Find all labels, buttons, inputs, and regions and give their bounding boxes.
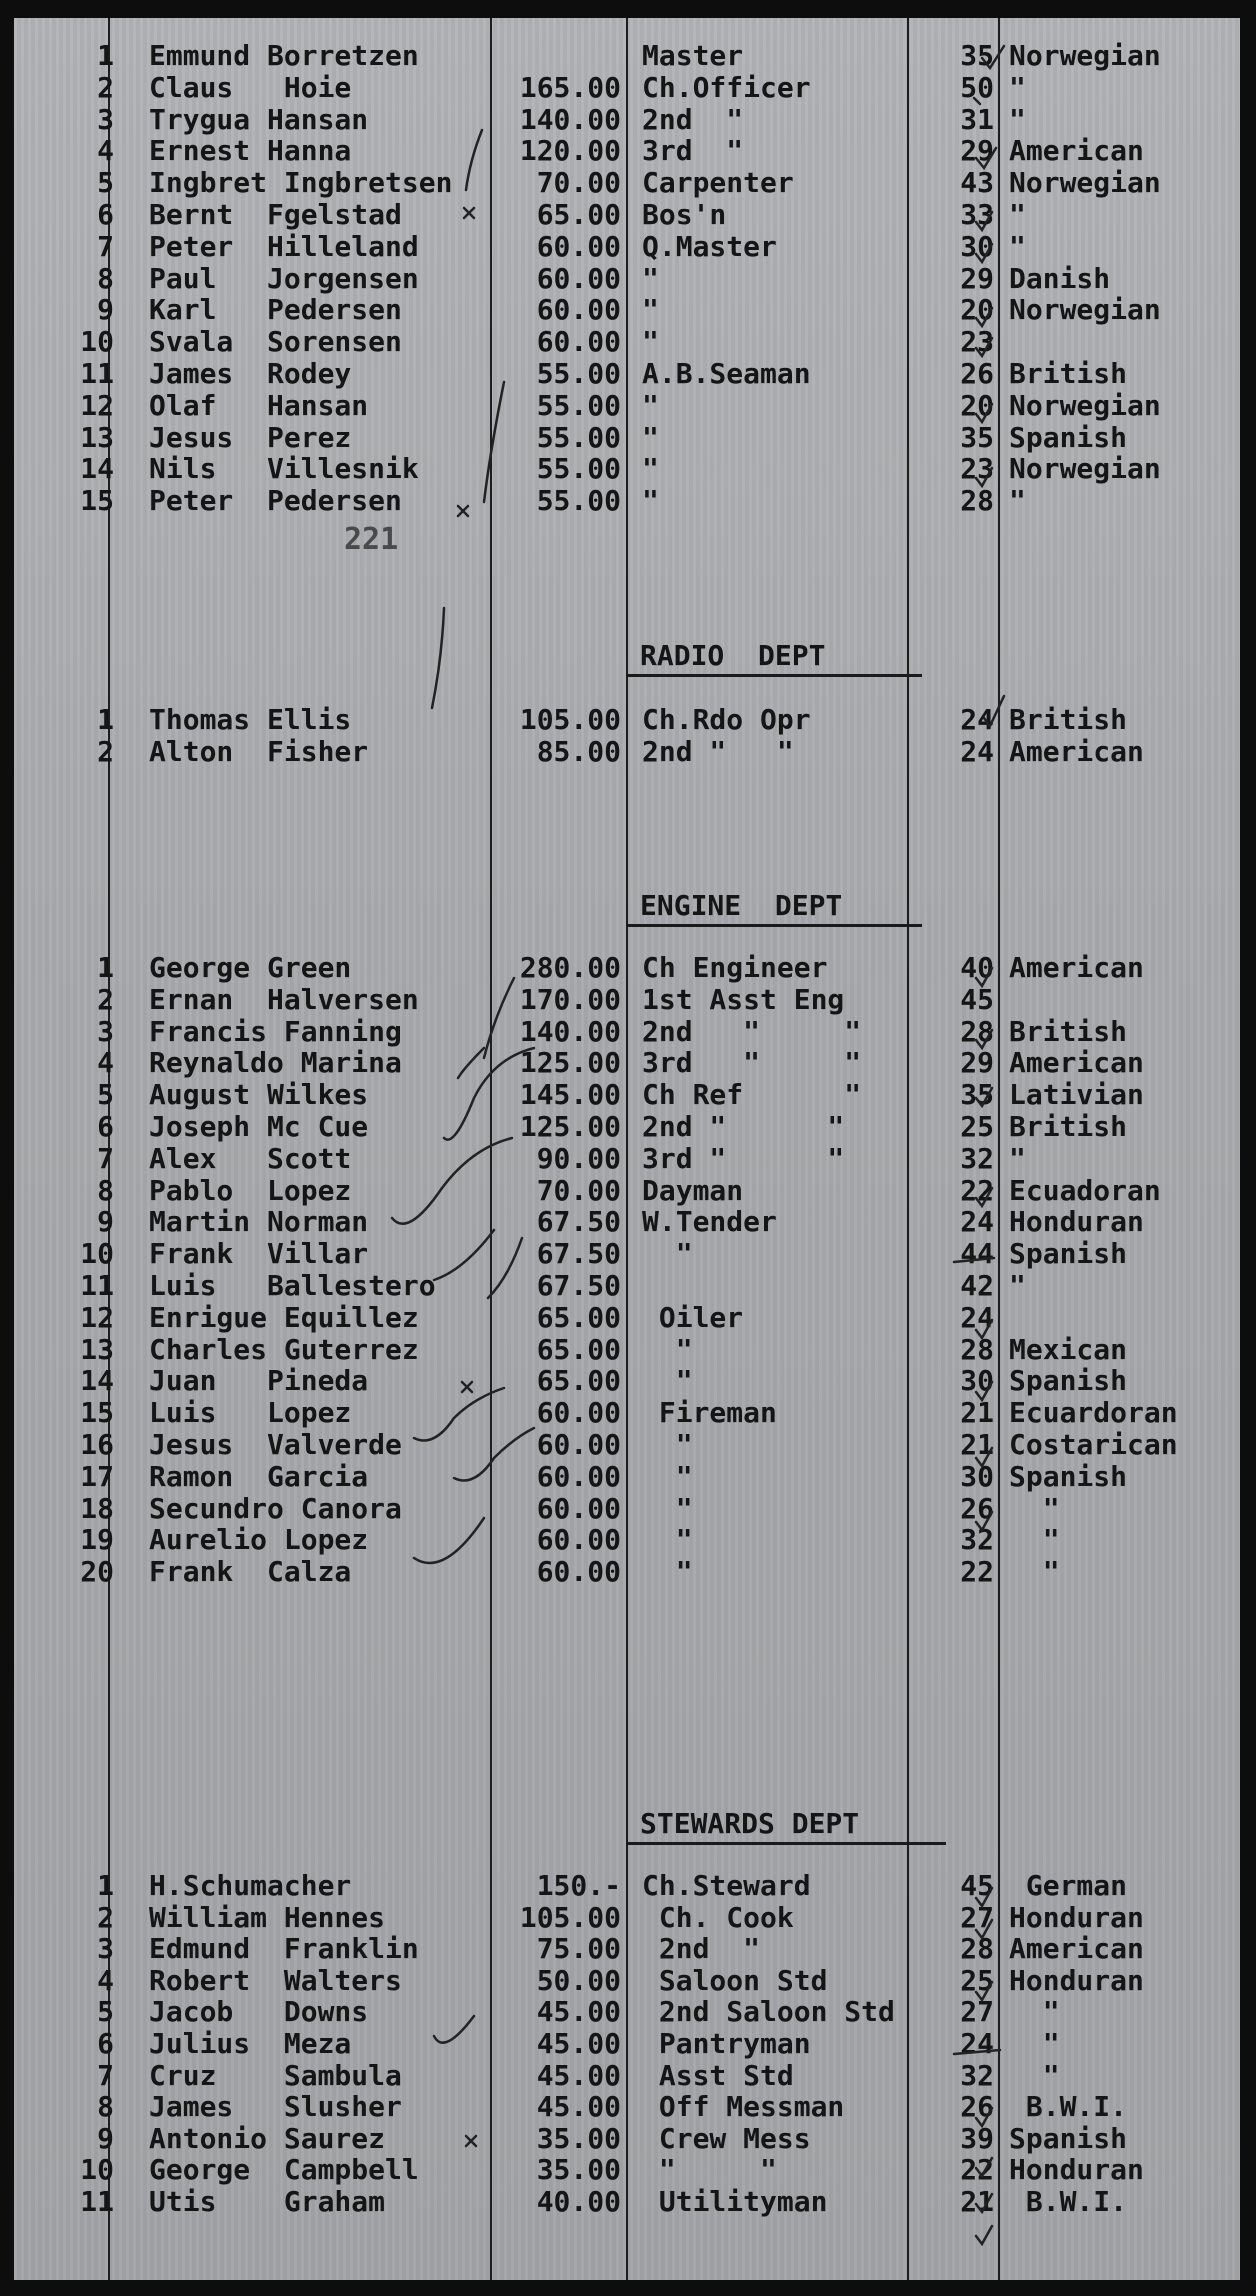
crew-rating: Ch Engineer (642, 951, 828, 984)
crew-nationality: Lativian (1009, 1078, 1144, 1112)
crew-number: 1 (97, 1869, 114, 1902)
monthly-wage: 280.00 (519, 951, 621, 984)
crew-number: 5 (97, 166, 114, 200)
crew-rating: " (642, 452, 659, 486)
monthly-wage: 85.00 (536, 734, 621, 768)
crew-number: 10 (80, 325, 114, 359)
crew-age: 31 (960, 102, 994, 136)
crew-name: Jesus Valverde (149, 1428, 402, 1461)
crew-nationality: American (1009, 951, 1144, 984)
crew-nationality: British (1009, 357, 1128, 390)
crew-nationality: Spanish (1009, 420, 1128, 454)
crew-nationality: " (1009, 70, 1026, 104)
column-rule (626, 18, 628, 2280)
crew-number: 1 (97, 951, 114, 984)
crew-number: 15 (80, 1396, 114, 1430)
crew-nationality: Honduran (1009, 1900, 1144, 1934)
crew-nationality: " (1009, 1995, 1060, 2029)
crew-age: 39 (960, 2121, 994, 2155)
crew-age: 27 (960, 1900, 994, 1934)
crew-number: 4 (97, 1046, 114, 1080)
crew-name: Jesus Perez (149, 420, 352, 454)
crew-rating: " " (642, 2153, 777, 2187)
crew-age: 28 (960, 1014, 994, 1048)
crew-number: 15 (80, 484, 114, 518)
monthly-wage: 150.- (536, 1869, 621, 1902)
crew-nationality: " (1009, 1141, 1026, 1175)
crew-name: Edmund Franklin (149, 1932, 419, 1966)
crew-nationality: Costarican (1009, 1428, 1178, 1461)
crew-name: William Hennes (149, 1900, 386, 1934)
crew-age: 29 (960, 134, 994, 168)
monthly-wage (409, 40, 621, 72)
monthly-wage: 45.00 (536, 2090, 621, 2124)
crew-rating: 2nd " " (642, 1014, 862, 1048)
monthly-wage: 165.00 (519, 70, 621, 104)
crew-age: 42 (960, 1269, 994, 1302)
monthly-wage: 140.00 (519, 102, 621, 136)
crew-age: 30 (960, 229, 994, 263)
crew-number: 7 (97, 1141, 114, 1175)
crew-rating: W.Tender (642, 1205, 777, 1239)
crew-age: 20 (960, 293, 994, 327)
crew-age: 43 (960, 166, 994, 200)
crew-nationality: " (1009, 102, 1026, 136)
crew-number: 19 (80, 1523, 114, 1557)
crew-name: Paul Jorgensen (149, 261, 419, 295)
crew-age: 40 (960, 951, 994, 984)
crew-nationality: " (1009, 198, 1026, 231)
crew-nationality: Norwegian (1009, 39, 1161, 72)
monthly-wage: 140.00 (519, 1014, 621, 1048)
crew-name: Bernt Fgelstad (149, 198, 402, 231)
crew-age: 45 (960, 1869, 994, 1902)
crew-rating: 2nd " " (642, 734, 794, 768)
crew-rating: Oiler (642, 1300, 744, 1334)
crew-age: 26 (960, 357, 994, 390)
crew-number: 8 (97, 2090, 114, 2124)
crew-name: Jacob Downs (149, 1995, 369, 2029)
crew-name: Trygua Hansan (149, 102, 369, 136)
crew-number: 10 (80, 1237, 114, 1271)
crew-nationality: " (1009, 2058, 1060, 2092)
stewards-dept-header: STEWARDS DEPT (640, 1807, 860, 1840)
crew-name: Utis Graham (149, 2185, 386, 2218)
monthly-wage: 65.00 (536, 1332, 621, 1366)
crew-number: 8 (97, 261, 114, 295)
crew-age: 32 (960, 1141, 994, 1175)
crew-number: 9 (97, 293, 114, 327)
crew-rating: Pantryman (642, 2027, 811, 2060)
crew-nationality: Honduran (1009, 1963, 1144, 1997)
monthly-wage: 65.00 (536, 1364, 621, 1398)
crew-nationality: Ecuardoran (1009, 1396, 1178, 1430)
crew-name: Julius Meza (149, 2027, 352, 2060)
crew-age: 35 (960, 1078, 994, 1112)
crew-name: Svala Sorensen (149, 325, 402, 359)
crew-number: 5 (97, 1995, 114, 2029)
crew-nationality: Norwegian (1009, 293, 1161, 327)
monthly-wage: 67.50 (536, 1205, 621, 1239)
crew-rating: " (642, 293, 659, 327)
crew-number: 13 (80, 420, 114, 454)
crew-nationality (1009, 326, 1240, 358)
crew-rating: 3rd " " (642, 1046, 862, 1080)
crew-name: Pablo Lopez (149, 1173, 352, 1207)
monthly-wage: 60.00 (536, 1396, 621, 1430)
crew-name: Peter Pedersen (149, 484, 402, 518)
crew-name: James Slusher (149, 2090, 402, 2124)
crew-age: 21 (960, 2185, 994, 2218)
crew-age: 32 (960, 1523, 994, 1557)
crew-name: Nils Villesnik (149, 452, 419, 486)
crew-rating: Utilityman (642, 2185, 828, 2218)
crew-nationality: German (1009, 1869, 1128, 1902)
crew-nationality: Danish (1009, 261, 1111, 295)
crew-number: 4 (97, 134, 114, 168)
crew-name: Alex Scott (149, 1141, 352, 1175)
crew-age: 44 (960, 1237, 994, 1271)
crew-rating: 1st Asst Eng (642, 982, 845, 1016)
crew-name: Robert Walters (149, 1963, 402, 1997)
crew-rating: " (642, 1364, 693, 1398)
monthly-wage: 45.00 (536, 2058, 621, 2092)
crew-age: 24 (960, 734, 994, 768)
crew-name: Luis Lopez (149, 1396, 352, 1430)
crew-name: George Campbell (149, 2153, 419, 2187)
crew-number: 10 (80, 2153, 114, 2187)
crew-nationality: British (1009, 703, 1128, 736)
monthly-wage: 70.00 (536, 166, 621, 200)
crew-number: 9 (97, 2121, 114, 2155)
crew-nationality: Spanish (1009, 1237, 1128, 1271)
crew-rating (642, 1270, 942, 1302)
crew-nationality: Norwegian (1009, 388, 1161, 422)
crew-number: 2 (97, 1900, 114, 1934)
crew-rating: " (642, 325, 659, 359)
crew-rating: Fireman (642, 1396, 777, 1430)
crew-nationality: Spanish (1009, 1459, 1128, 1493)
crew-nationality: British (1009, 1110, 1128, 1143)
crew-nationality: " (1009, 484, 1026, 518)
crew-number: 1 (97, 39, 114, 72)
crew-rating: " (642, 484, 659, 518)
crew-number: 16 (80, 1428, 114, 1461)
crew-number: 8 (97, 1173, 114, 1207)
crew-number: 2 (97, 734, 114, 768)
crew-nationality: " (1009, 1555, 1060, 1589)
crew-name: Juan Pineda (149, 1364, 369, 1398)
crew-number: 14 (80, 452, 114, 486)
crew-number: 6 (97, 2027, 114, 2060)
crew-number: 6 (97, 198, 114, 231)
crew-age: 22 (960, 2153, 994, 2187)
crew-nationality: American (1009, 734, 1144, 768)
header-underline (626, 674, 922, 677)
crew-age: 29 (960, 1046, 994, 1080)
crew-name: Luis Ballestero (149, 1269, 436, 1302)
crew-name: Aurelio Lopez (149, 1523, 369, 1557)
crew-rating: 3rd " (642, 134, 744, 168)
monthly-wage: 45.00 (536, 2027, 621, 2060)
crew-rating: A.B.Seaman (642, 357, 811, 390)
crew-number: 7 (97, 2058, 114, 2092)
crew-nationality: " (1009, 1523, 1060, 1557)
monthly-wage: 65.00 (536, 1300, 621, 1334)
crew-rating: " (642, 1459, 693, 1493)
crew-nationality: Honduran (1009, 2153, 1144, 2187)
crew-name: August Wilkes (149, 1078, 369, 1112)
monthly-wage: 70.00 (536, 1173, 621, 1207)
crew-number: 3 (97, 1014, 114, 1048)
crew-age: 28 (960, 1332, 994, 1366)
monthly-wage: 120.00 (519, 134, 621, 168)
crew-name: Frank Villar (149, 1237, 369, 1271)
monthly-wage: 125.00 (519, 1046, 621, 1080)
crew-name: Ernest Hanna (149, 134, 352, 168)
crew-rating: Crew Mess (642, 2121, 811, 2155)
monthly-wage: 40.00 (536, 2185, 621, 2218)
crew-age: 26 (960, 1491, 994, 1525)
crew-rating: Ch.Steward (642, 1869, 811, 1902)
crew-name: Joseph Mc Cue (149, 1110, 369, 1143)
crew-age: 35 (960, 420, 994, 454)
crew-age: 28 (960, 484, 994, 518)
crew-name: Frank Calza (149, 1555, 352, 1589)
crew-age: 33 (960, 198, 994, 231)
crew-number: 13 (80, 1332, 114, 1366)
crew-age: 25 (960, 1963, 994, 1997)
crew-number: 6 (97, 1110, 114, 1143)
monthly-wage: 65.00 (536, 198, 621, 231)
monthly-wage: 67.50 (536, 1237, 621, 1271)
crew-number: 9 (97, 1205, 114, 1239)
crew-nationality: " (1009, 229, 1026, 263)
crew-number: 11 (80, 1269, 114, 1302)
crew-name: Alton Fisher (149, 734, 369, 768)
crew-nationality: British (1009, 1014, 1128, 1048)
monthly-wage: 55.00 (536, 452, 621, 486)
crew-name: James Rodey (149, 357, 352, 390)
monthly-wage: 60.00 (536, 261, 621, 295)
crew-rating: " (642, 1428, 693, 1461)
crew-age: 35 (960, 39, 994, 72)
crew-list-sheet (14, 18, 1240, 2280)
monthly-wage: 60.00 (536, 1555, 621, 1589)
crew-name: Cruz Sambula (149, 2058, 402, 2092)
crew-nationality: " (1009, 1491, 1060, 1525)
monthly-wage: 60.00 (536, 229, 621, 263)
crew-number: 17 (80, 1459, 114, 1493)
crew-name: Secundro Canora (149, 1491, 402, 1525)
header-underline (626, 924, 922, 927)
engine-dept-header: ENGINE DEPT (640, 889, 843, 922)
monthly-wage: 55.00 (536, 357, 621, 390)
crew-name: Emmund Borretzen (149, 39, 419, 72)
crew-nationality: American (1009, 134, 1144, 168)
crew-rating: " (642, 1332, 693, 1366)
monthly-wage: 67.50 (536, 1269, 621, 1302)
crew-nationality: Mexican (1009, 1332, 1128, 1366)
crew-name: George Green (149, 951, 352, 984)
column-rule (998, 18, 1000, 2280)
monthly-wage: 55.00 (536, 484, 621, 518)
crew-rating: " (642, 1491, 693, 1525)
crew-rating: Master (642, 39, 744, 72)
monthly-wage: 60.00 (536, 1459, 621, 1493)
monthly-wage: 60.00 (536, 1428, 621, 1461)
crew-nationality: Spanish (1009, 1364, 1128, 1398)
crew-nationality: Spanish (1009, 2121, 1128, 2155)
crew-rating: " (642, 1523, 693, 1557)
crew-age: 30 (960, 1364, 994, 1398)
crew-age: 23 (960, 452, 994, 486)
crew-age: 22 (960, 1555, 994, 1589)
crew-name: Peter Hilleland (149, 229, 419, 263)
crew-number: 20 (80, 1555, 114, 1589)
crew-age: 24 (960, 1205, 994, 1239)
crew-rating: Q.Master (642, 229, 777, 263)
page-stamp: 221 (344, 522, 399, 557)
crew-rating: Bos'n (642, 198, 727, 231)
monthly-wage: 170.00 (519, 982, 621, 1016)
crew-rating: 2nd " " (642, 1110, 845, 1143)
crew-number: 12 (80, 1300, 114, 1334)
crew-rating: 2nd Saloon Std (642, 1995, 895, 2029)
crew-nationality: American (1009, 1932, 1144, 1966)
crew-number: 5 (97, 1078, 114, 1112)
crew-age: 45 (960, 982, 994, 1016)
crew-rating: Ch Ref " (642, 1078, 862, 1112)
crew-age: 25 (960, 1110, 994, 1143)
crew-name: Claus Hoie (149, 70, 352, 104)
crew-number: 14 (80, 1364, 114, 1398)
crew-rating: " (642, 1237, 693, 1271)
monthly-wage: 90.00 (536, 1141, 621, 1175)
monthly-wage: 60.00 (536, 325, 621, 359)
crew-name: Ingbret Ingbretsen (149, 166, 453, 200)
monthly-wage: 145.00 (519, 1078, 621, 1112)
crew-number: 11 (80, 357, 114, 390)
crew-age: 50 (960, 70, 994, 104)
crew-age: 28 (960, 1932, 994, 1966)
crew-number: 3 (97, 102, 114, 136)
header-underline (626, 1842, 946, 1845)
crew-nationality: American (1009, 1046, 1144, 1080)
crew-rating: Dayman (642, 1173, 744, 1207)
monthly-wage: 35.00 (536, 2121, 621, 2155)
crew-age: 32 (960, 2058, 994, 2092)
crew-number: 7 (97, 229, 114, 263)
crew-number: 4 (97, 1963, 114, 1997)
monthly-wage: 105.00 (519, 703, 621, 736)
crew-name: Karl Pedersen (149, 293, 402, 327)
crew-nationality: Honduran (1009, 1205, 1144, 1239)
crew-nationality: B.W.I. (1009, 2185, 1128, 2218)
monthly-wage: 75.00 (536, 1932, 621, 1966)
monthly-wage: 35.00 (536, 2153, 621, 2187)
crew-nationality (1009, 1302, 1240, 1334)
monthly-wage: 55.00 (536, 420, 621, 454)
crew-number: 11 (80, 2185, 114, 2218)
monthly-wage: 60.00 (536, 293, 621, 327)
crew-name: H.Schumacher (149, 1869, 352, 1902)
crew-name: Martin Norman (149, 1205, 369, 1239)
crew-nationality (1009, 984, 1240, 1016)
crew-name: Antonio Saurez (149, 2121, 386, 2155)
crew-age: 21 (960, 1396, 994, 1430)
crew-rating: " (642, 420, 659, 454)
monthly-wage: 60.00 (536, 1491, 621, 1525)
crew-age: 24 (960, 703, 994, 736)
crew-age: 20 (960, 388, 994, 422)
crew-rating: 2nd " (642, 1932, 761, 1966)
crew-rating: Off Messman (642, 2090, 845, 2124)
crew-number: 3 (97, 1932, 114, 1966)
crew-age: 22 (960, 1173, 994, 1207)
crew-name: Ramon Garcia (149, 1459, 369, 1493)
crew-rating: " (642, 388, 659, 422)
crew-nationality: " (1009, 2027, 1060, 2060)
crew-rating: Saloon Std (642, 1963, 828, 1997)
crew-number: 2 (97, 70, 114, 104)
crew-name: Francis Fanning (149, 1014, 402, 1048)
crew-number: 1 (97, 703, 114, 736)
crew-number: 2 (97, 982, 114, 1016)
crew-rating: Ch. Cook (642, 1900, 794, 1934)
crew-age: 24 (960, 1300, 994, 1334)
crew-name: Reynaldo Marina (149, 1046, 402, 1080)
crew-age: 29 (960, 261, 994, 295)
crew-name: Thomas Ellis (149, 703, 352, 736)
crew-number: 18 (80, 1491, 114, 1525)
crew-rating: Carpenter (642, 166, 794, 200)
crew-name: Ernan Halversen (149, 982, 419, 1016)
crew-rating: Asst Std (642, 2058, 794, 2092)
monthly-wage: 125.00 (519, 1110, 621, 1143)
monthly-wage: 60.00 (536, 1523, 621, 1557)
crew-age: 24 (960, 2027, 994, 2060)
crew-age: 23 (960, 325, 994, 359)
crew-age: 26 (960, 2090, 994, 2124)
crew-name: Olaf Hansan (149, 388, 369, 422)
radio-dept-header: RADIO DEPT (640, 639, 826, 672)
crew-age: 21 (960, 1428, 994, 1461)
monthly-wage: 55.00 (536, 388, 621, 422)
crew-nationality: Norwegian (1009, 166, 1161, 200)
monthly-wage: 50.00 (536, 1963, 621, 1997)
crew-name: Charles Guterrez (149, 1332, 419, 1366)
monthly-wage: 45.00 (536, 1995, 621, 2029)
crew-rating: Ch.Officer (642, 70, 811, 104)
crew-nationality: B.W.I. (1009, 2090, 1128, 2124)
crew-nationality: Norwegian (1009, 452, 1161, 486)
crew-nationality: Ecuadoran (1009, 1173, 1161, 1207)
crew-name: Enrigue Equillez (149, 1300, 419, 1334)
crew-number: 12 (80, 388, 114, 422)
crew-rating: 2nd " (642, 102, 744, 136)
crew-nationality: " (1009, 1269, 1026, 1302)
crew-age: 30 (960, 1459, 994, 1493)
crew-rating: 3rd " " (642, 1141, 845, 1175)
crew-rating: Ch.Rdo Opr (642, 703, 811, 736)
crew-age: 27 (960, 1995, 994, 2029)
crew-rating: " (642, 261, 659, 295)
monthly-wage: 105.00 (519, 1900, 621, 1934)
crew-rating: " (642, 1555, 693, 1589)
